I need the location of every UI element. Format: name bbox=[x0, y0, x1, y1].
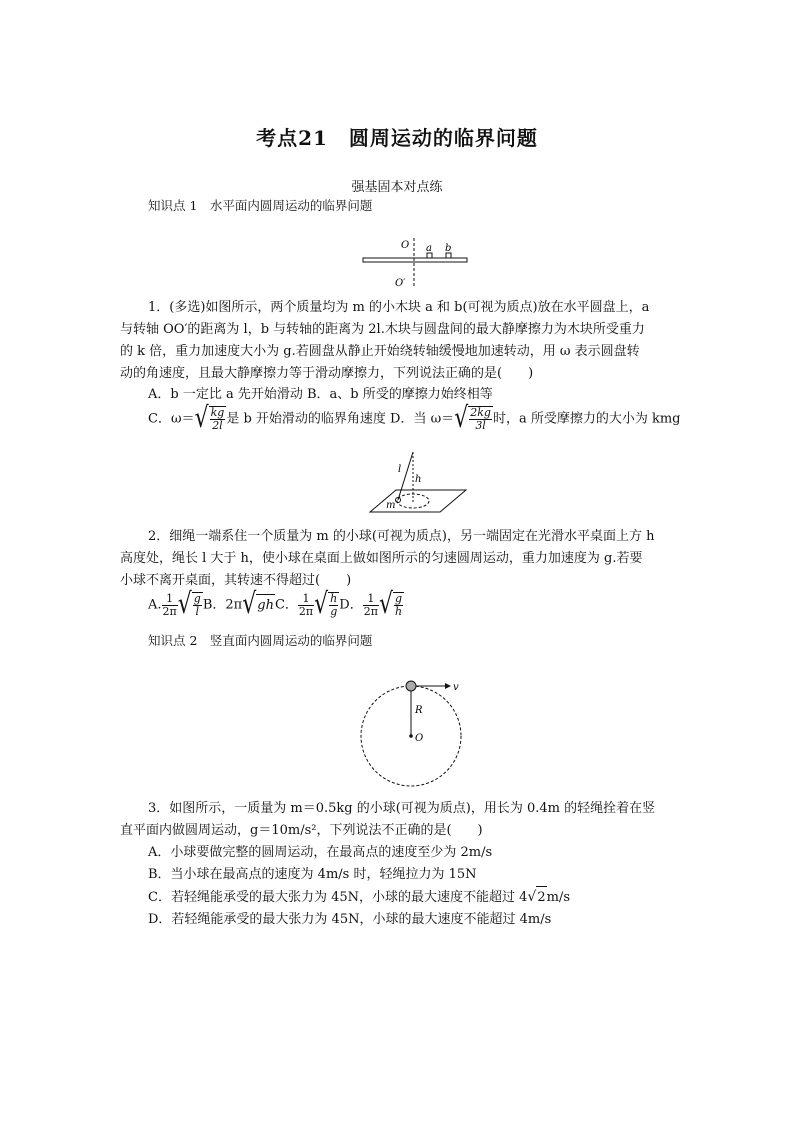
q3-option-d: D．若轻绳能承受的最大张力为 45N，小球的最大速度不能超过 4m/s bbox=[148, 912, 552, 927]
question-1 bbox=[120, 297, 678, 385]
ball bbox=[406, 681, 416, 691]
q1-line-4: 动的角速度，且最大静摩擦力等于滑动摩擦力，下列说法正确的是( ) bbox=[120, 366, 534, 381]
figure-pendulum bbox=[368, 450, 468, 520]
label-o-prime: O′ bbox=[395, 278, 406, 289]
q3-line-1: 3．如图所示，一质量为 m＝0.5kg 的小球(可视为质点)，用长为 0.4m 的轻绳拴着在竖 bbox=[148, 801, 656, 816]
q1-line-3: 的 k 倍，重力加速度大小为 g.若圆盘从静止开始绕转轴缓慢地加速转动，用 ω 表示圆盘转 bbox=[120, 344, 640, 359]
q1-options-ab: A．b 一定比 a 先开始滑动 B．a、b 所受的摩擦力始终相等 bbox=[148, 387, 493, 402]
label-a: a bbox=[426, 243, 432, 254]
label-b: b bbox=[445, 243, 452, 254]
figure-disk bbox=[355, 236, 475, 290]
q1-line-2: 与转轴 OO′的距离为 l，b 与转轴的距离为 2l.木块与圆盘间的最大静摩擦力为木块所受重力 bbox=[120, 322, 645, 337]
question-2 bbox=[120, 526, 678, 592]
label-m: m bbox=[386, 500, 396, 511]
figure-vertical-circle bbox=[355, 676, 470, 788]
knowledge-point-2: 知识点 2 竖直面内圆周运动的临界问题 bbox=[148, 633, 373, 648]
q1-line-1: 1．(多选)如图所示，两个质量均为 m 的小木块 a 和 b(可视为质点)放在水平圆盘上，a bbox=[148, 300, 650, 315]
q3-option-c: C．若轻绳能承受的最大张力为 45N，小球的最大速度不能超过 4√2m/s bbox=[148, 886, 678, 909]
section-heading: 强基固本对点练 bbox=[351, 180, 443, 195]
label-h: h bbox=[415, 474, 422, 485]
question-3 bbox=[120, 798, 678, 931]
q2-line-1: 2．细绳一端系住一个质量为 m 的小球(可视为质点)，另一端固定在光滑水平桌面上方 h bbox=[148, 529, 655, 544]
q3-option-b: B．当小球在最高点的速度为 4m/s 时，轻绳拉力为 15N bbox=[148, 867, 477, 882]
label-o: O bbox=[401, 240, 410, 251]
q3-line-2: 直平面内做圆周运动，g＝10m/s²，下列说法不正确的是( ) bbox=[120, 823, 483, 838]
q2-line-2: 高度处，绳长 l 大于 h，使小球在桌面上做如图所示的匀速圆周运动，重力加速度为 g.若要 bbox=[120, 551, 643, 566]
q2-line-3: 小球不离开桌面，其转速不得超过( ) bbox=[120, 573, 352, 588]
q1-options-cd: C．ω＝√ $\frac{kg}{2l}$ 是 b 开始滑动的临界角速度 D．当 ω＝√ $\frac{2kg}{3l}$ 时，a 所受摩擦力的大小为 kmg bbox=[148, 402, 681, 435]
page-title: 考点21 圆周运动的临界问题 bbox=[256, 126, 538, 150]
q3-option-a: A．小球要做完整的圆周运动，在最高点的速度至少为 2m/s bbox=[148, 845, 493, 860]
label-center: O bbox=[415, 733, 424, 744]
label-v: v bbox=[453, 682, 459, 693]
q2-options: A. $\frac{1}{2\pi}$ √ $\frac{g}{l}$ B．2π√ghC． $\frac{1}{2\pi}$ √ $\frac{h}{g}$ D． $\frac{1}{2\pi}$ √ $\frac{g}{h}$ bbox=[148, 588, 403, 621]
label-l: l bbox=[398, 464, 402, 475]
label-r: R bbox=[415, 705, 423, 716]
knowledge-point-1: 知识点 1 水平面内圆周运动的临界问题 bbox=[148, 198, 373, 213]
